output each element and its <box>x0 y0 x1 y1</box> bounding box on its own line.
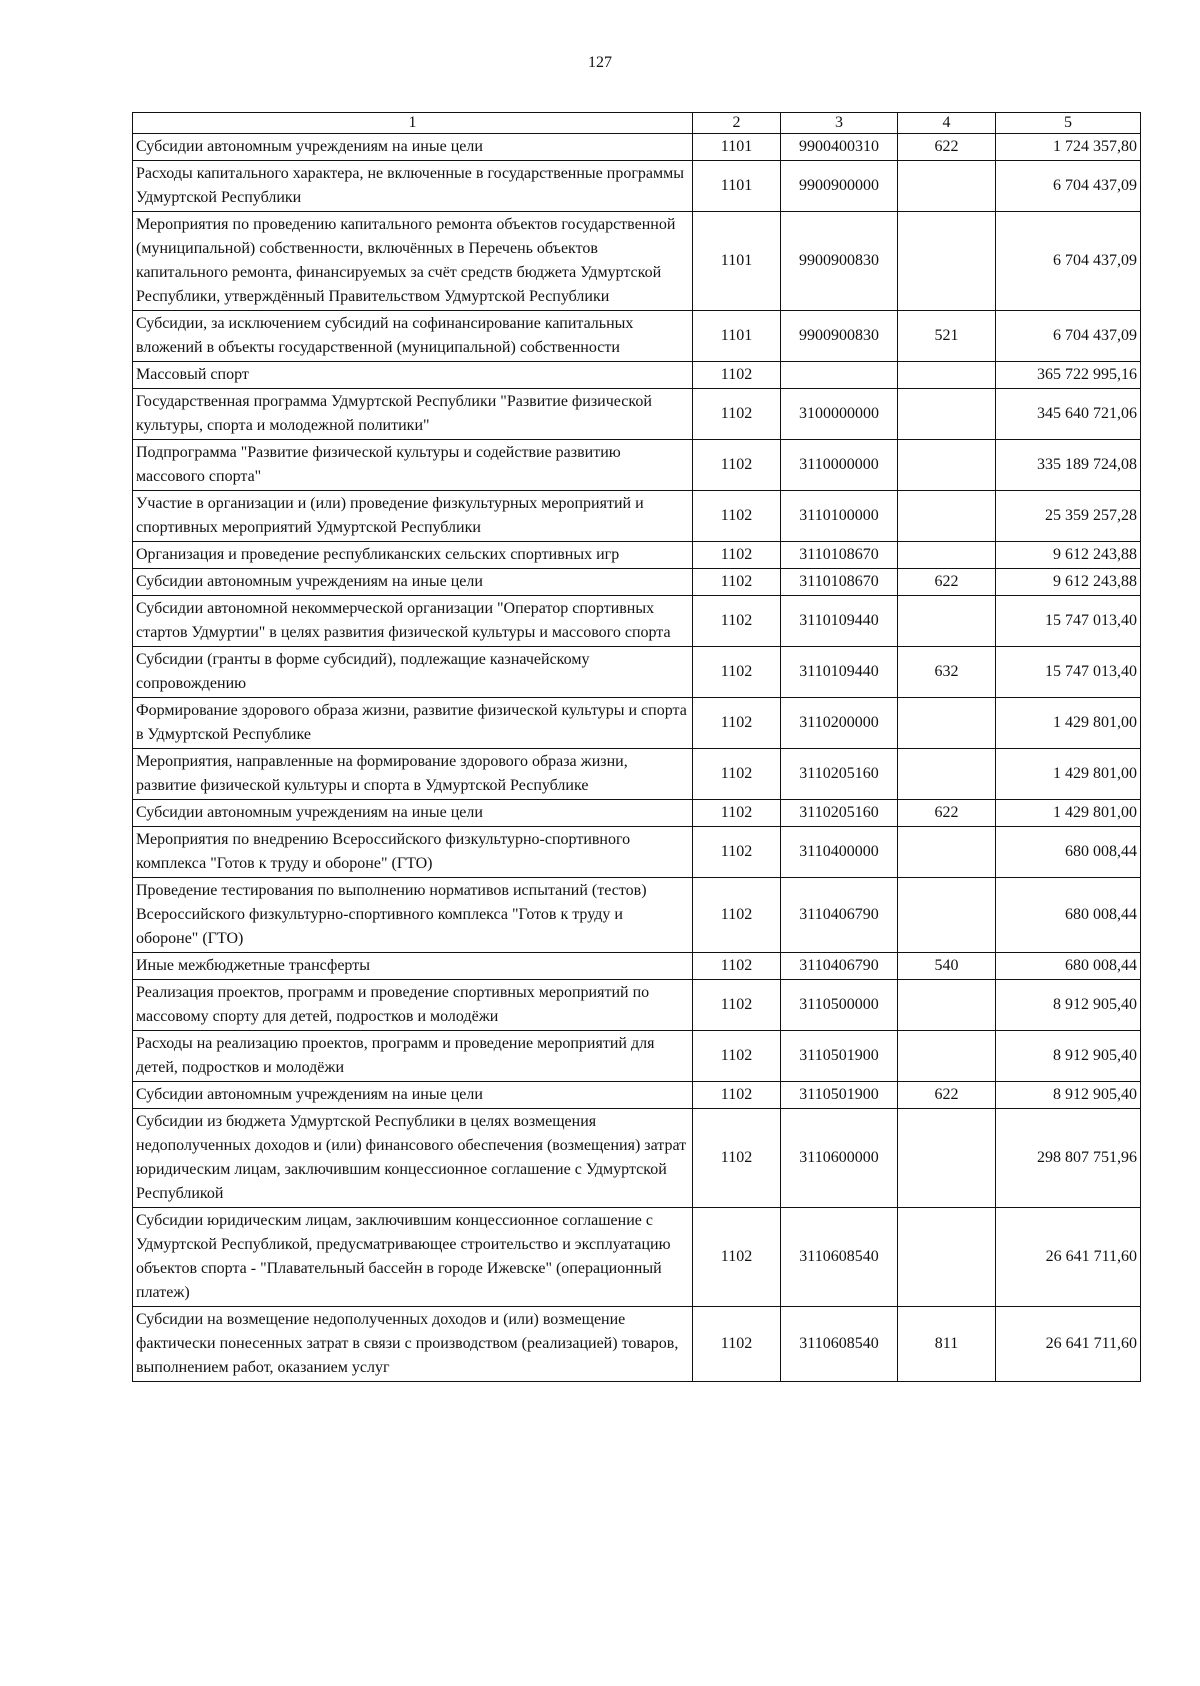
amount: 1 429 801,00 <box>996 800 1141 827</box>
item-name: Субсидии юридическим лицам, заключившим концессионное соглашение с Удмуртской Республикой, предусматривающее строительство и эксплуатацию объектов спорта - "Плавательный бассейн в городе Ижевске" (операционный платеж) <box>133 1208 693 1307</box>
expense-type-code: 622 <box>898 1082 996 1109</box>
item-name: Субсидии, за исключением субсидий на софинансирование капитальных вложений в объекты государственной (муниципальной) собственности <box>133 311 693 362</box>
target-article-code: 3110205160 <box>781 749 898 800</box>
item-name: Проведение тестирования по выполнению нормативов испытаний (тестов) Всероссийского физкультурно-спортивного комплекса "Готов к труду и обороне" (ГТО) <box>133 878 693 953</box>
target-article-code: 3110109440 <box>781 596 898 647</box>
expense-type-code <box>898 827 996 878</box>
section-code: 1101 <box>693 311 781 362</box>
amount: 680 008,44 <box>996 953 1141 980</box>
amount: 1 429 801,00 <box>996 749 1141 800</box>
item-name: Субсидии автономным учреждениям на иные цели <box>133 134 693 161</box>
expense-type-code <box>898 749 996 800</box>
target-article-code: 3110100000 <box>781 491 898 542</box>
expense-type-code <box>898 698 996 749</box>
item-name: Субсидии автономным учреждениям на иные цели <box>133 569 693 596</box>
item-name: Расходы на реализацию проектов, программ и проведение мероприятий для детей, подростков и молодёжи <box>133 1031 693 1082</box>
section-code: 1102 <box>693 389 781 440</box>
item-name: Субсидии (гранты в форме субсидий), подлежащие казначейскому сопровождению <box>133 647 693 698</box>
section-code: 1102 <box>693 749 781 800</box>
table-row <box>133 491 1141 542</box>
header-row <box>133 113 1141 134</box>
table-row <box>133 698 1141 749</box>
target-article-code: 3110600000 <box>781 1109 898 1208</box>
amount: 6 704 437,09 <box>996 212 1141 311</box>
amount: 15 747 013,40 <box>996 596 1141 647</box>
table-body <box>133 134 1141 1382</box>
target-article-code: 3110501900 <box>781 1082 898 1109</box>
amount: 335 189 724,08 <box>996 440 1141 491</box>
target-article-code: 3110406790 <box>781 953 898 980</box>
section-code: 1102 <box>693 362 781 389</box>
section-code: 1102 <box>693 980 781 1031</box>
section-code: 1102 <box>693 1208 781 1307</box>
section-code: 1101 <box>693 212 781 311</box>
item-name: Субсидии автономной некоммерческой организации "Оператор спортивных стартов Удмуртии" в целях развития физической культуры и массового спорта <box>133 596 693 647</box>
amount: 6 704 437,09 <box>996 161 1141 212</box>
amount: 8 912 905,40 <box>996 1082 1141 1109</box>
table-row <box>133 647 1141 698</box>
header-cell: 4 <box>898 113 996 134</box>
section-code: 1102 <box>693 878 781 953</box>
item-name: Мероприятия по проведению капитального ремонта объектов государственной (муниципальной) собственности, включённых в Перечень объектов капитального ремонта, финансируемых за счёт средств бюджета Удмуртской Республики, утверждённый Правительством Удмуртской Республики <box>133 212 693 311</box>
target-article-code: 3110108670 <box>781 569 898 596</box>
expense-type-code: 521 <box>898 311 996 362</box>
section-code: 1102 <box>693 440 781 491</box>
section-code: 1102 <box>693 569 781 596</box>
section-code: 1101 <box>693 134 781 161</box>
table-row <box>133 440 1141 491</box>
target-article-code: 3110608540 <box>781 1307 898 1382</box>
amount: 1 429 801,00 <box>996 698 1141 749</box>
amount: 1 724 357,80 <box>996 134 1141 161</box>
expense-type-code <box>898 1109 996 1208</box>
section-code: 1102 <box>693 542 781 569</box>
expense-type-code <box>898 362 996 389</box>
amount: 15 747 013,40 <box>996 647 1141 698</box>
expense-type-code <box>898 542 996 569</box>
amount: 26 641 711,60 <box>996 1307 1141 1382</box>
item-name: Иные межбюджетные трансферты <box>133 953 693 980</box>
item-name: Массовый спорт <box>133 362 693 389</box>
section-code: 1102 <box>693 800 781 827</box>
table-row <box>133 596 1141 647</box>
amount: 365 722 995,16 <box>996 362 1141 389</box>
table-row <box>133 134 1141 161</box>
item-name: Расходы капитального характера, не включенные в государственные программы Удмуртской Республики <box>133 161 693 212</box>
table-row <box>133 1109 1141 1208</box>
expense-type-code <box>898 1208 996 1307</box>
amount: 26 641 711,60 <box>996 1208 1141 1307</box>
table-row <box>133 800 1141 827</box>
target-article-code: 3110500000 <box>781 980 898 1031</box>
table-row <box>133 212 1141 311</box>
amount: 680 008,44 <box>996 878 1141 953</box>
target-article-code: 3110501900 <box>781 1031 898 1082</box>
table-row <box>133 878 1141 953</box>
expense-type-code <box>898 161 996 212</box>
table-row <box>133 362 1141 389</box>
section-code: 1102 <box>693 698 781 749</box>
expense-type-code: 622 <box>898 134 996 161</box>
section-code: 1102 <box>693 596 781 647</box>
target-article-code: 3100000000 <box>781 389 898 440</box>
header-cell: 2 <box>693 113 781 134</box>
amount: 298 807 751,96 <box>996 1109 1141 1208</box>
section-code: 1102 <box>693 1307 781 1382</box>
item-name: Субсидии из бюджета Удмуртской Республики в целях возмещения недополученных доходов и (или) финансового обеспечения (возмещения) затрат юридическим лицам, заключившим концессионное соглашение с Удмуртской Республикой <box>133 1109 693 1208</box>
expense-type-code <box>898 491 996 542</box>
table-row <box>133 161 1141 212</box>
expense-type-code: 811 <box>898 1307 996 1382</box>
header-cell: 1 <box>133 113 693 134</box>
amount: 9 612 243,88 <box>996 569 1141 596</box>
target-article-code: 3110608540 <box>781 1208 898 1307</box>
target-article-code: 3110109440 <box>781 647 898 698</box>
table-row <box>133 311 1141 362</box>
item-name: Подпрограмма "Развитие физической культуры и содействие развитию массового спорта" <box>133 440 693 491</box>
item-name: Субсидии на возмещение недополученных доходов и (или) возмещение фактически понесенных затрат в связи с производством (реализацией) товаров, выполнением работ, оказанием услуг <box>133 1307 693 1382</box>
target-article-code: 3110108670 <box>781 542 898 569</box>
item-name: Субсидии автономным учреждениям на иные цели <box>133 1082 693 1109</box>
table-row <box>133 1082 1141 1109</box>
table-row <box>133 1307 1141 1382</box>
section-code: 1102 <box>693 647 781 698</box>
item-name: Субсидии автономным учреждениям на иные цели <box>133 800 693 827</box>
table-row <box>133 749 1141 800</box>
expense-type-code <box>898 878 996 953</box>
expense-type-code <box>898 596 996 647</box>
target-article-code <box>781 362 898 389</box>
expense-type-code <box>898 440 996 491</box>
amount: 9 612 243,88 <box>996 542 1141 569</box>
amount: 25 359 257,28 <box>996 491 1141 542</box>
item-name: Организация и проведение республиканских сельских спортивных игр <box>133 542 693 569</box>
item-name: Формирование здорового образа жизни, развитие физической культуры и спорта в Удмуртской Республике <box>133 698 693 749</box>
target-article-code: 9900400310 <box>781 134 898 161</box>
table-row <box>133 542 1141 569</box>
expense-type-code: 540 <box>898 953 996 980</box>
amount: 8 912 905,40 <box>996 1031 1141 1082</box>
section-code: 1102 <box>693 1109 781 1208</box>
header-cell: 3 <box>781 113 898 134</box>
section-code: 1102 <box>693 491 781 542</box>
expense-type-code: 632 <box>898 647 996 698</box>
section-code: 1102 <box>693 953 781 980</box>
expense-type-code: 622 <box>898 800 996 827</box>
section-code: 1101 <box>693 161 781 212</box>
target-article-code: 9900900830 <box>781 212 898 311</box>
table-row <box>133 827 1141 878</box>
table-row <box>133 1208 1141 1307</box>
expense-type-code <box>898 980 996 1031</box>
table-row <box>133 569 1141 596</box>
item-name: Участие в организации и (или) проведение физкультурных мероприятий и спортивных мероприятий Удмуртской Республики <box>133 491 693 542</box>
target-article-code: 3110205160 <box>781 800 898 827</box>
expense-type-code: 622 <box>898 569 996 596</box>
target-article-code: 9900900000 <box>781 161 898 212</box>
amount: 345 640 721,06 <box>996 389 1141 440</box>
section-code: 1102 <box>693 1082 781 1109</box>
item-name: Мероприятия по внедрению Всероссийского физкультурно-спортивного комплекса "Готов к труду и обороне" (ГТО) <box>133 827 693 878</box>
section-code: 1102 <box>693 1031 781 1082</box>
amount: 680 008,44 <box>996 827 1141 878</box>
expense-type-code <box>898 1031 996 1082</box>
amount: 8 912 905,40 <box>996 980 1141 1031</box>
target-article-code: 3110200000 <box>781 698 898 749</box>
table-row <box>133 980 1141 1031</box>
section-code: 1102 <box>693 827 781 878</box>
target-article-code: 3110400000 <box>781 827 898 878</box>
table-row <box>133 953 1141 980</box>
item-name: Государственная программа Удмуртской Республики "Развитие физической культуры, спорта и молодежной политики" <box>133 389 693 440</box>
expense-type-code <box>898 389 996 440</box>
amount: 6 704 437,09 <box>996 311 1141 362</box>
table-row <box>133 1031 1141 1082</box>
item-name: Реализация проектов, программ и проведение спортивных мероприятий по массовому спорту для детей, подростков и молодёжи <box>133 980 693 1031</box>
page-number: 127 <box>588 54 612 71</box>
target-article-code: 3110000000 <box>781 440 898 491</box>
budget-table <box>132 112 1141 1382</box>
header-cell: 5 <box>996 113 1141 134</box>
target-article-code: 9900900830 <box>781 311 898 362</box>
expense-type-code <box>898 212 996 311</box>
table-row <box>133 389 1141 440</box>
target-article-code: 3110406790 <box>781 878 898 953</box>
item-name: Мероприятия, направленные на формирование здорового образа жизни, развитие физической культуры и спорта в Удмуртской Республике <box>133 749 693 800</box>
